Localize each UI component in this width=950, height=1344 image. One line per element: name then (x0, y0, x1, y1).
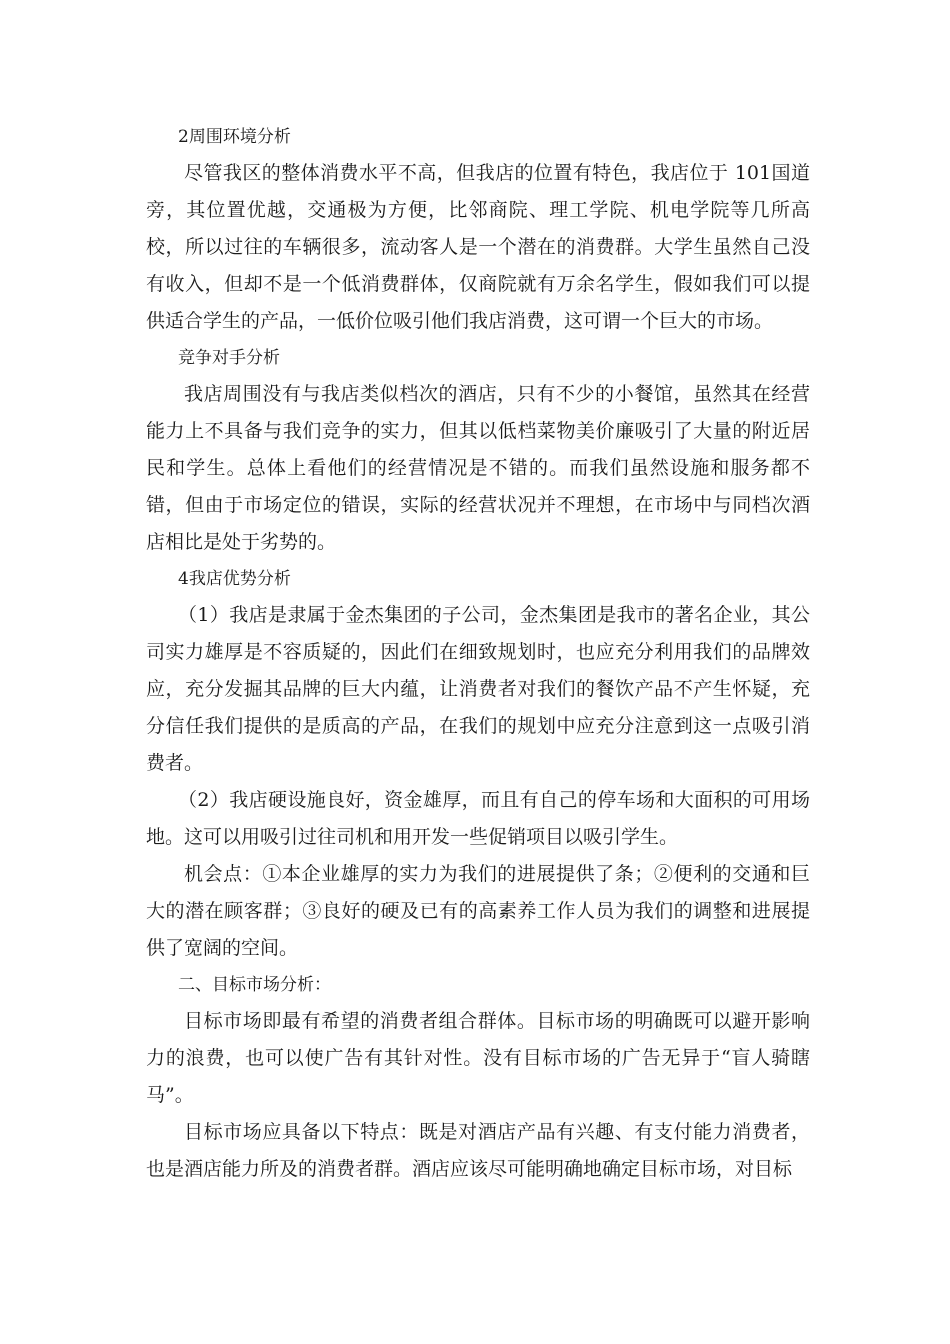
section-heading-advantages: 4我店优势分析 (178, 569, 291, 589)
paragraph-target-features: 目标市场应具备以下特点：既是对酒店产品有兴趣、有支付能力消费者，也是酒店能力所及的消费者群。酒店应该尽可能明确地确定目标市场，对目标 (146, 1121, 810, 1180)
paragraph-advantage-2: （2）我店硬设施良好，资金雄厚，而且有自己的停车场和大面积的可用场地。这可以用吸引过往司机和用开发一些促销项目以吸引学生。 (146, 789, 810, 848)
section-heading-competitors: 竞争对手分析 (178, 348, 280, 368)
paragraph-advantage-1: （1）我店是隶属于金杰集团的子公司，金杰集团是我市的著名企业，其公司实力雄厚是不容质疑的，因此们在细致规划时，也应充分利用我们的品牌效应，充分发掘其品牌的巨大内蕴，让消费者对我们的餐饮产品不产生怀疑，充分信任我们提供的是质高的产品，在我们的规划中应充分注意到这一点吸引消费者。 (146, 604, 810, 774)
paragraph-target-definition: 目标市场即最有希望的消费者组合群体。目标市场的明确既可以避开影响力的浪费，也可以使广告有其针对性。没有目标市场的广告无异于“盲人骑瞎马”。 (146, 1010, 810, 1106)
paragraph-opportunities: 机会点：①本企业雄厚的实力为我们的进展提供了条；②便利的交通和巨大的潜在顾客群；③良好的硬及已有的高素养工作人员为我们的调整和进展提供了宽阔的空间。 (146, 863, 810, 959)
paragraph-competitors: 我店周围没有与我店类似档次的酒店，只有不少的小餐馆，虽然其在经营能力上不具备与我们竞争的实力，但其以低档菜物美价廉吸引了大量的附近居民和学生。总体上看他们的经营情况是不错的。而我们虽然设施和服务都不错，但由于市场定位的错误，实际的经营状况并不理想，在市场中与同档次酒店相比是处于劣势的。 (146, 383, 810, 553)
section-heading-surroundings: 2周围环境分析 (178, 127, 291, 147)
document-body (146, 119, 810, 1188)
section-heading-target-market: 二、目标市场分析： (178, 975, 331, 995)
paragraph-surroundings: 尽管我区的整体消费水平不高，但我店的位置有特色，我店位于 101国道旁，其位置优越，交通极为方便，比邻商院、理工学院、机电学院等几所高校，所以过往的车辆很多，流动客人是一个潜在的消费群。大学生虽然自己没有收入，但却不是一个低消费群体，仅商院就有万余名学生，假如我们可以提供适合学生的产品，一低价位吸引他们我店消费，这可谓一个巨大的市场。 (146, 162, 810, 332)
